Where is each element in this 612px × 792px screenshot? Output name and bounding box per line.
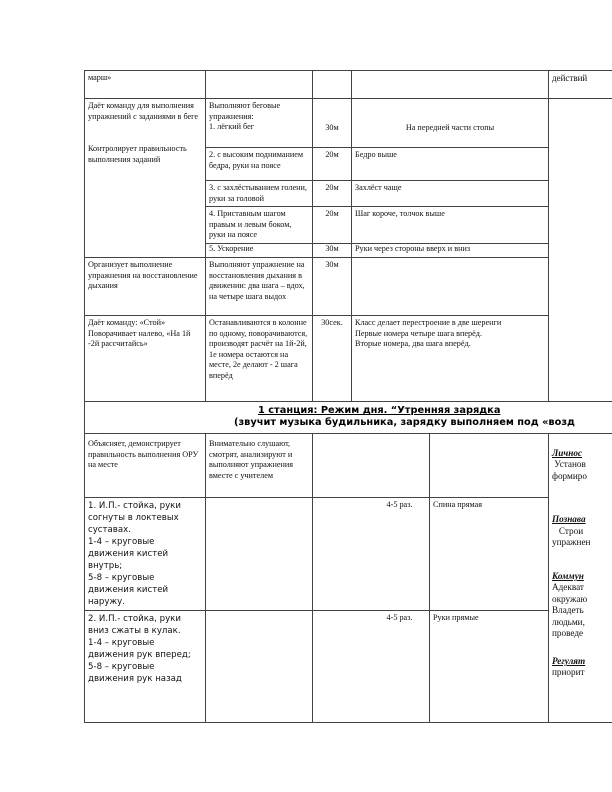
uud-communicative-title: Коммун (552, 570, 584, 581)
student-activity-cell (206, 71, 313, 99)
dosage-cell: 30м (313, 99, 352, 148)
method-notes-cell (430, 433, 549, 497)
uud-cell (549, 99, 612, 402)
uud-cell (549, 433, 612, 722)
dosage-cell: 30м (313, 257, 352, 315)
table-row (85, 433, 612, 497)
dosage-cell: 20м (313, 181, 352, 207)
dosage-cell: 20м (313, 148, 352, 181)
station-subtitle: (звучит музыка будильника, зарядку выполняем под «возд (234, 416, 575, 428)
dosage-cell: 30м (313, 243, 352, 257)
uud-regulative-text: приорит (552, 667, 585, 678)
student-activity-cell: 3. с захлёстыванием голени, руки за головой (206, 181, 313, 207)
uud-cell: действий (549, 71, 612, 99)
dosage-cell (313, 433, 430, 497)
dosage-cell: 30сек. (313, 315, 352, 401)
uud-cognitive-text: Строи упражнен (552, 525, 591, 548)
lesson-plan-table (84, 70, 612, 723)
uud-regulative-title: Регулят (552, 655, 586, 666)
station-title: 1 станция: Режим дня. “Утренняя зарядка (258, 404, 501, 416)
method-notes-cell: Шаг короче, толчок выше (352, 207, 549, 244)
method-notes-cell (352, 257, 549, 315)
station-header (85, 401, 612, 433)
teacher-activity-cell: Организует выполнение упражнения на восстановление дыхания (85, 257, 206, 315)
student-activity-cell: Выполняют упражнение на восстановления дыхания в движении: два шага – вдох, на четыре шага выдох (206, 257, 313, 315)
method-notes-cell: Руки прямые (430, 610, 549, 722)
teacher-command-text: Даёт команду для выполнения упражнений с заданиями в беге (88, 101, 199, 121)
teacher-activity-cell: Объясняет, демонстрирует правильность выполнения ОРУ на месте (85, 433, 206, 497)
table-row (85, 401, 612, 433)
student-activity-cell: 2. с высоким подниманием бедра, руки на поясе (206, 148, 313, 181)
method-notes-cell (352, 71, 549, 99)
method-notes-cell: Руки через стороны вверх и вниз (352, 243, 549, 257)
uud-personal-text: Установ формиро (552, 459, 587, 481)
uud-cognitive-title: Познава (552, 514, 586, 525)
dosage-cell: 20м (313, 207, 352, 244)
uud-communicative-text: Адекват окружаю Владеть людьми, проведе (552, 582, 588, 639)
table-row (85, 315, 612, 401)
teacher-activity-cell: марш» (85, 71, 206, 99)
table-row (85, 610, 612, 722)
student-activity-cell: Внимательно слушают, смотрят, анализируют и выполняют упражнения вместе с учителем (206, 433, 313, 497)
lesson-plan-table-wrap (84, 70, 612, 723)
student-activity-cell: Останавливаются в колонне по одному, поворачиваются, производят расчёт на 1й-2й, 1е номера остаются на месте, 2е делают - 2 шага вперёд (206, 315, 313, 401)
dosage-cell: 4-5 раз. (313, 497, 430, 610)
exercise-cell: 2. И.П.- стойка, руки вниз сжаты в кулак. 1-4 – круговые движения рук вперед; 5-8 – круговые движения рук назад (85, 610, 206, 722)
table-row (85, 71, 612, 99)
student-activity-cell: 4. Приставным шагом правым и левым боком, руки на поясе (206, 207, 313, 244)
table-row (85, 99, 612, 148)
method-notes-cell: Захлёст чаще (352, 181, 549, 207)
teacher-control-text: Контролирует правильность выполнения заданий (88, 144, 187, 164)
method-notes-cell: Бедро выше (352, 148, 549, 181)
student-activity-cell (206, 610, 313, 722)
teacher-activity-cell (85, 99, 206, 258)
dosage-cell: 4-5 раз. (313, 610, 430, 722)
method-notes-cell: Спина прямая (430, 497, 549, 610)
student-activity-cell: 5. Ускорение (206, 243, 313, 257)
exercise-cell: 1. И.П.- стойка, руки согнуты в локтевых суставах. 1-4 – круговые движения кистей внутрь; 5-8 – круговые движения кистей наружу. (85, 497, 206, 610)
dosage-cell (313, 71, 352, 99)
table-row (85, 497, 612, 610)
method-notes-cell: Класс делает перестроение в две шеренги Первые номера четыре шага вперёд. Вторые номера, два шага вперёд. (352, 315, 549, 401)
uud-personal-title: Личнос (552, 447, 583, 458)
teacher-activity-cell: Даёт команду: «Стой» Поворачивает налево, «На 1й -2й рассчитайсь» (85, 315, 206, 401)
student-activity-cell: Выполняют беговые упражнения: 1. лёгкий бег (206, 99, 313, 148)
table-row (85, 257, 612, 315)
method-notes-cell: На передней части стопы (352, 99, 549, 148)
student-activity-cell (206, 497, 313, 610)
